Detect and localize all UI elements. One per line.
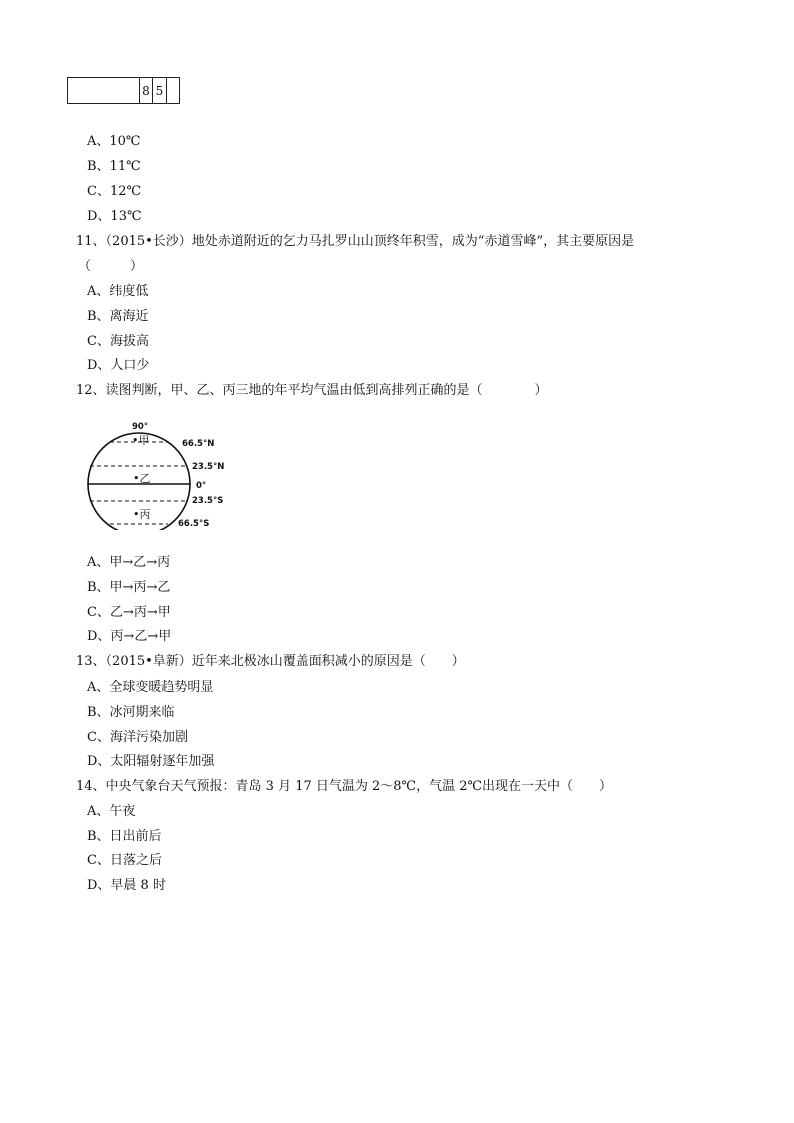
table-row bbox=[68, 78, 180, 104]
q12-option-a: A、甲→乙→丙 bbox=[87, 555, 171, 570]
place-jia: •甲 bbox=[132, 434, 150, 447]
q13-option-d: D、太阳辐射逐年加强 bbox=[87, 754, 215, 769]
north-pole-label: 90° bbox=[132, 422, 149, 432]
q10-option-d: D、13℃ bbox=[87, 209, 142, 224]
q11-answer-paren: （ ） bbox=[78, 259, 144, 274]
q13-stem: 13、（2015•阜新）近年来北极冰山覆盖面积减小的原因是（ ） bbox=[76, 654, 465, 669]
globe-latitude-figure bbox=[82, 418, 232, 530]
q12-option-c: C、乙→丙→甲 bbox=[87, 605, 171, 620]
q13-option-b: B、冰河期来临 bbox=[87, 705, 175, 720]
q12-option-b: B、甲→丙→乙 bbox=[87, 580, 171, 595]
q10-option-a: A、10℃ bbox=[87, 134, 141, 149]
q14-option-d: D、早晨 8 时 bbox=[87, 878, 166, 893]
lat-label-23s: 23.5°S bbox=[192, 496, 224, 506]
globe-diagram bbox=[82, 418, 232, 530]
q11-option-b: B、离海近 bbox=[87, 309, 149, 324]
q13-option-c: C、海洋污染加剧 bbox=[87, 730, 188, 745]
q14-option-a: A、午夜 bbox=[87, 804, 136, 819]
lat-label-23n: 23.5°N bbox=[192, 462, 225, 472]
q12-option-d: D、丙→乙→甲 bbox=[87, 629, 172, 644]
q11-stem: 11、（2015•长沙）地处赤道附近的乞力马扎罗山山顶终年积雪，成为“赤道雪峰”，其主要原因是 bbox=[76, 234, 635, 249]
place-yi: •乙 bbox=[133, 472, 151, 485]
lat-label-66s: 66.5°S bbox=[178, 519, 210, 529]
table-cell: 8 bbox=[140, 78, 153, 104]
q14-option-b: B、日出前后 bbox=[87, 829, 162, 844]
q14-option-c: C、日落之后 bbox=[87, 853, 162, 868]
q10-option-b: B、11℃ bbox=[87, 159, 141, 174]
q12-stem: 12、读图判断，甲、乙、丙三地的年平均气温由低到高排列正确的是（ ） bbox=[76, 383, 548, 398]
q14-stem: 14、中央气象台天气预报：青岛 3 月 17 日气温为 2～8℃，气温 2℃出现在一天中（ ） bbox=[76, 779, 613, 794]
q13-option-a: A、全球变暖趋势明显 bbox=[87, 680, 214, 695]
table-cell bbox=[167, 78, 180, 104]
table-cell: 5 bbox=[153, 78, 167, 104]
lat-label-equator: 0° bbox=[196, 481, 207, 491]
q11-option-d: D、人口少 bbox=[87, 358, 150, 373]
lat-label-66n: 66.5°N bbox=[182, 439, 215, 449]
q11-option-c: C、海拔高 bbox=[87, 334, 149, 349]
data-table-fragment bbox=[67, 77, 180, 104]
place-bing: •丙 bbox=[133, 508, 151, 521]
q10-option-c: C、12℃ bbox=[87, 184, 142, 199]
table-cell bbox=[68, 78, 140, 104]
q11-option-a: A、纬度低 bbox=[87, 284, 149, 299]
